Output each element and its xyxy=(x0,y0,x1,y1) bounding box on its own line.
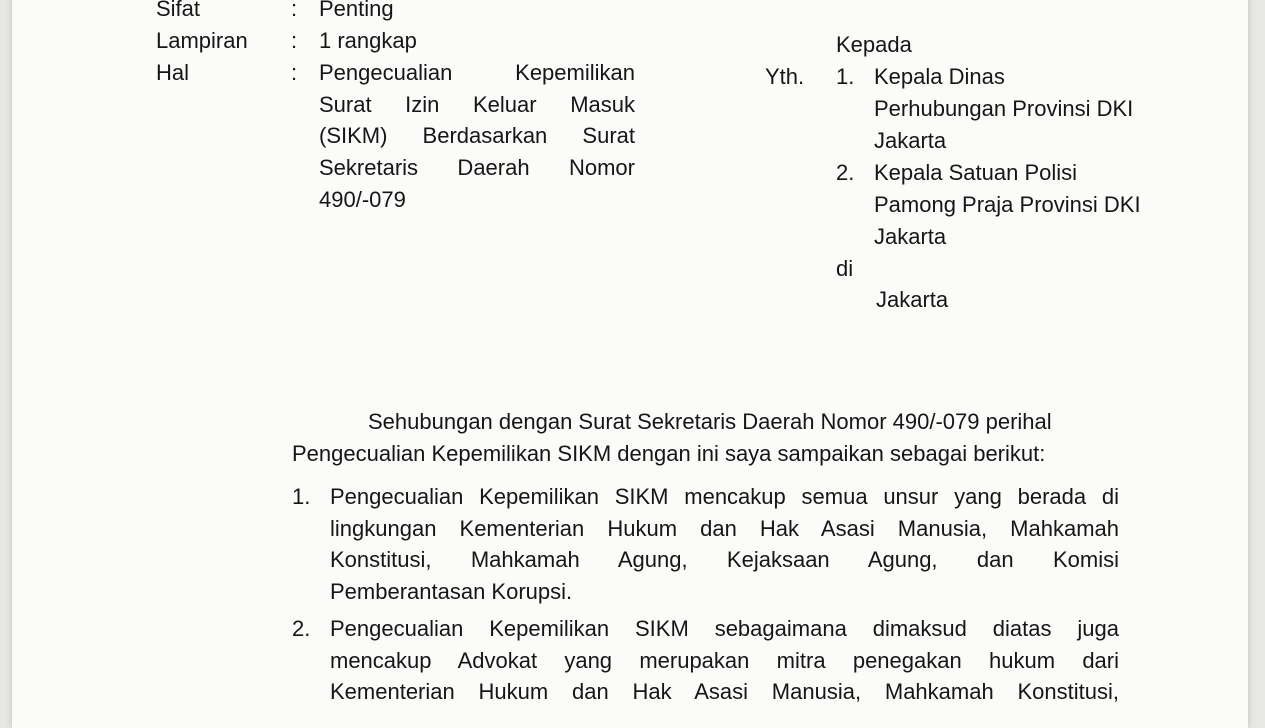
recipient-2-line: Kepala Satuan Polisi xyxy=(874,160,1078,185)
hal-line: 490/-079 xyxy=(319,186,406,212)
hal-line: Sekretaris Daerah Nomor xyxy=(319,155,635,181)
sifat-value: Penting xyxy=(319,0,394,21)
hal-label: Hal xyxy=(156,60,190,85)
recipient-place: Jakarta xyxy=(876,287,949,312)
sifat-label: Sifat xyxy=(156,0,201,21)
recipient-1-line: Perhubungan Provinsi DKI xyxy=(874,96,1134,121)
point-1-number: 1. xyxy=(292,484,311,509)
recipient-1-line: Kepala Dinas xyxy=(874,64,1005,89)
hal-subject xyxy=(319,57,635,216)
point-1-line: Konstitusi, Mahkamah Agung, Kejaksaan Agung, dan Komisi xyxy=(330,547,1119,573)
di-label: di xyxy=(836,256,854,281)
intro-line: Sehubungan dengan Surat Sekretaris Daerah Nomor 490/-079 perihal xyxy=(368,409,1052,434)
recipient-1-number: 1. xyxy=(836,64,855,89)
hal-colon: : xyxy=(291,60,298,85)
sifat-colon: : xyxy=(291,0,298,21)
recipient-2-line: Pamong Praja Provinsi DKI xyxy=(874,192,1141,217)
yth-label: Yth. xyxy=(765,64,805,89)
hal-line: Surat Izin Keluar Masuk xyxy=(319,91,635,117)
kepada-label: Kepada xyxy=(836,32,912,57)
recipient-2-line: Jakarta xyxy=(874,224,947,249)
point-2-line: mencakup Advokat yang merupakan mitra penegakan hukum dari xyxy=(330,647,1119,673)
recipient-2-number: 2. xyxy=(836,160,855,185)
lampiran-colon: : xyxy=(291,28,298,53)
intro-line: Pengecualian Kepemilikan SIKM dengan ini saya sampaikan sebagai berikut: xyxy=(292,441,1046,466)
point-1-line: Pemberantasan Korupsi. xyxy=(330,579,573,605)
lampiran-value: 1 rangkap xyxy=(319,28,417,53)
hal-line: Pengecualian Kepemilikan xyxy=(319,60,635,85)
point-2-number: 2. xyxy=(292,616,311,641)
recipient-1-line: Jakarta xyxy=(874,128,947,153)
point-2-line: Kementerian Hukum dan Hak Asasi Manusia, Mahkamah Konstitusi, xyxy=(330,679,1119,705)
lampiran-label: Lampiran xyxy=(156,28,248,53)
point-1-line: lingkungan Kementerian Hukum dan Hak Asasi Manusia, Mahkamah xyxy=(330,515,1119,541)
hal-line: (SIKM) Berdasarkan Surat xyxy=(319,123,635,149)
point-1-text xyxy=(330,481,1119,608)
point-2-text xyxy=(330,613,1119,708)
point-2-line: Pengecualian Kepemilikan SIKM sebagaimana dimaksud diatas juga xyxy=(330,616,1119,641)
point-1-line: Pengecualian Kepemilikan SIKM mencakup semua unsur yang berada di xyxy=(330,484,1119,509)
